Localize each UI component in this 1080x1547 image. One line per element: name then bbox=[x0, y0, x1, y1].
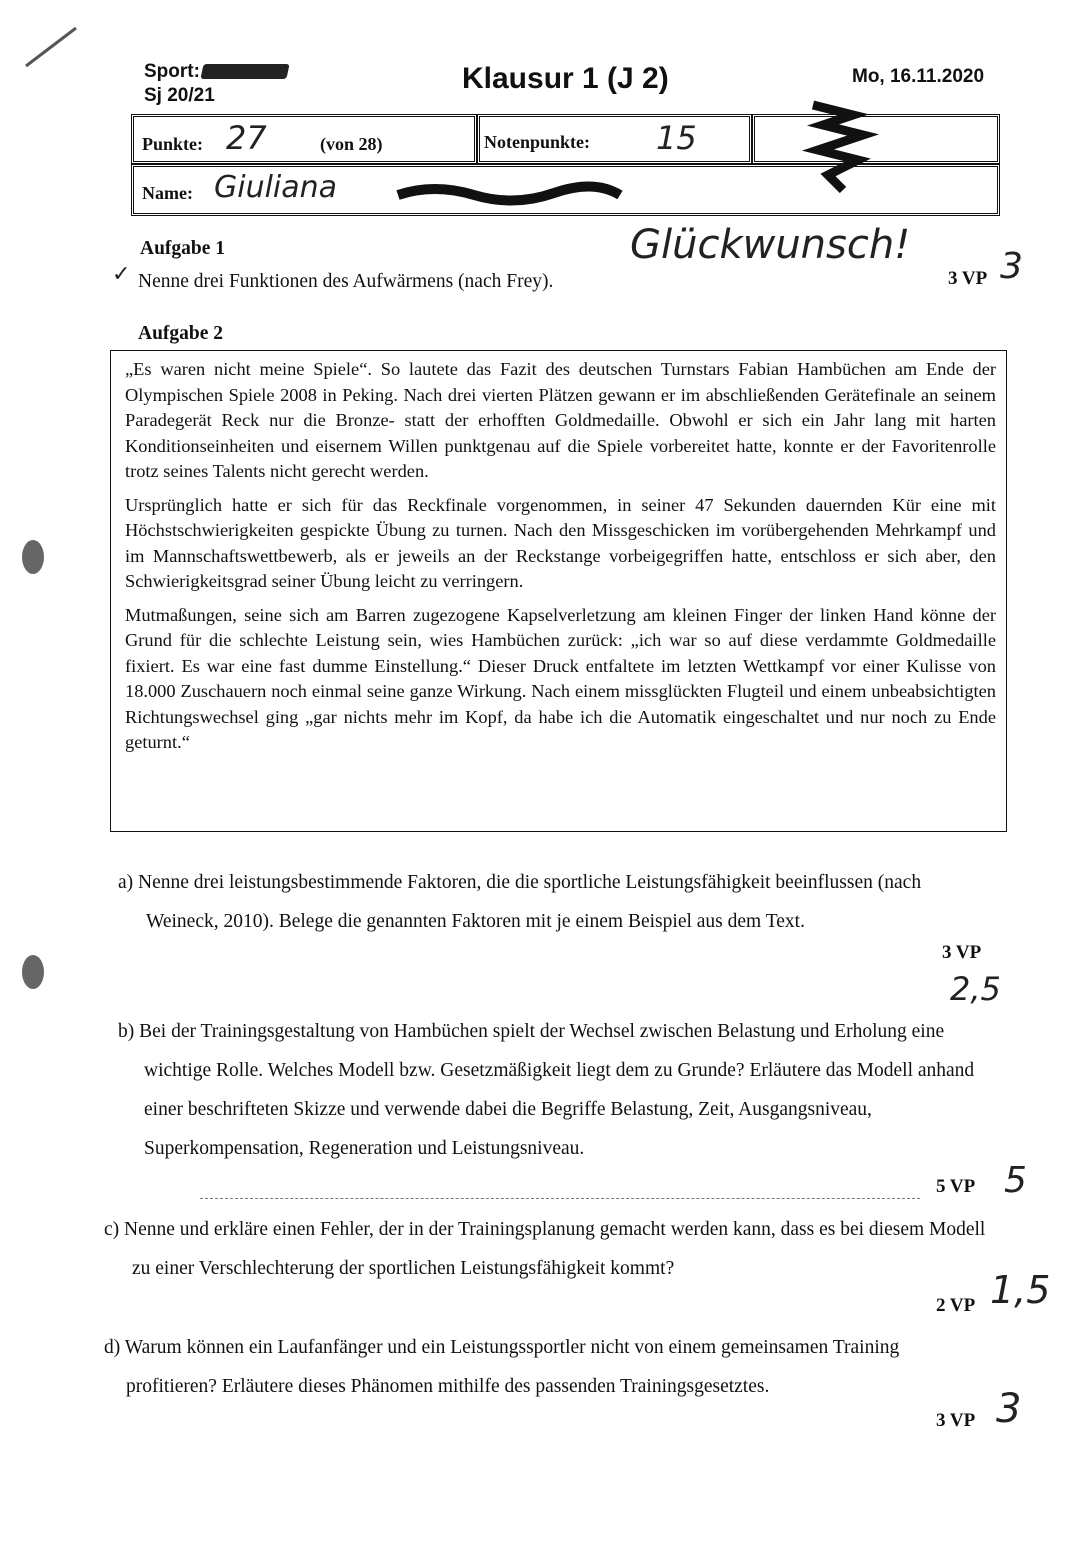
signature-box bbox=[752, 114, 1000, 164]
question-d-score: 3 bbox=[996, 1386, 1022, 1432]
punch-hole-upper bbox=[22, 540, 44, 574]
redaction-scribble bbox=[394, 181, 624, 207]
grade-value: 15 bbox=[656, 119, 697, 157]
task2-heading: Aufgabe 2 bbox=[138, 323, 224, 344]
points-label: Punkte: bbox=[142, 134, 204, 154]
teacher-comment: Glückwunsch! bbox=[630, 222, 911, 268]
question-d-points: 3 VP bbox=[936, 1410, 976, 1431]
question-b-points: 5 VP bbox=[936, 1176, 976, 1197]
points-box bbox=[131, 114, 477, 164]
task1-points: 3 VP bbox=[948, 268, 988, 289]
subject-label: Sport: bbox=[144, 61, 200, 82]
task1-text: Nenne drei Funktionen des Aufwärmens (nach Frey). bbox=[138, 271, 554, 292]
question-label: b) bbox=[118, 1021, 135, 1042]
redaction-scribble bbox=[200, 64, 289, 79]
exam-title: Klausur 1 (J 2) bbox=[462, 62, 669, 95]
question-text: Warum können ein Laufanfänger und ein Leistungssportler nicht von einem gemeinsamen Training profitieren? Erläutere dieses Phänomen mithilfe des passenden Trainingsgesetztes. bbox=[124, 1337, 900, 1397]
question-label: c) bbox=[104, 1219, 120, 1240]
question-a-points: 3 VP bbox=[942, 942, 982, 963]
pen-stroke-mark bbox=[20, 22, 80, 72]
question-d bbox=[100, 1328, 980, 1406]
task1-heading: Aufgabe 1 bbox=[140, 238, 226, 259]
points-value: 27 bbox=[226, 119, 267, 157]
task1-score: 3 bbox=[1000, 246, 1023, 287]
name-label: Name: bbox=[142, 183, 193, 203]
question-c-score: 1,5 bbox=[990, 1268, 1051, 1312]
points-max: (von 28) bbox=[320, 134, 383, 154]
question-b bbox=[112, 1012, 982, 1168]
question-label: a) bbox=[118, 872, 134, 893]
question-text: Nenne und erkläre einen Fehler, der in der Trainingsplanung gemacht werden kann, dass es bei diesem Modell zu einer Verschlechterung der sportlichen Leistungsfähigkeit kommt? bbox=[124, 1219, 986, 1279]
question-c-points: 2 VP bbox=[936, 1295, 976, 1316]
header-left bbox=[144, 60, 288, 108]
question-b-score: 5 bbox=[1004, 1160, 1027, 1201]
question-a-score: 2,5 bbox=[950, 970, 1001, 1008]
school-year: Sj 20/21 bbox=[144, 85, 215, 106]
passage-paragraph-2: Ursprünglich hatte er sich für das Reckfinale vorgenommen, in seiner 47 Sekunden dauernden Kür eine mit Höchstschwierigkeiten gespickte Übung zu turnen. Nach den Missgeschicken im vorübergehenden Mehrkampf und im Mannschaftswettbewerb, als er jeweils an der Reckstange vorbeigegriffen hatte, entschloss er sich aber, den Schwierigkeitsgrad seiner Übung leicht zu verringern. bbox=[125, 494, 996, 591]
passage-paragraph-1: „Es waren nicht meine Spiele“. So lautete das Fazit des deutschen Turnstars Fabian Hambüchen am Ende der Olympischen Spiele 2008 in Peking. Nach drei vierten Plätzen gewann er im abschließenden Gerätefinale an seinem Paradegerät Reck nur die Bronze- statt der erhofften Goldmedaille. Obwohl er sich ein Jahr lang mit harten Konditionseinheiten und eisernem Willen punktgenau auf die Spiele vorbereitet hatte, konnte er der Favoritenrolle trotz seines Talents nicht gerecht werden. bbox=[125, 359, 996, 481]
question-text: Bei der Trainingsgestaltung von Hambüchen spielt der Wechsel zwischen Belastung und Erholung eine wichtige Rolle. Welches Modell bzw. Gesetzmäßigkeit liegt dem zu Grunde? Erläutere das Modell anhand einer beschrifteten Skizze und verwende dabei die Begriffe Belastung, Zeit, Ausgangsniveau, Superkompensation, Regeneration und Leistungsniveau. bbox=[139, 1021, 975, 1159]
question-text: Nenne drei leistungsbestimmende Faktoren, die die sportliche Leistungsfähigkeit beeinflussen (nach Weineck, 2010). Belege die genannten Faktoren mit je einem Beispiel aus dem Text. bbox=[138, 872, 922, 932]
exam-date: Mo, 16.11.2020 bbox=[852, 66, 985, 87]
question-label: d) bbox=[104, 1337, 121, 1358]
student-name: Giuliana bbox=[214, 170, 338, 205]
question-c bbox=[104, 1210, 994, 1288]
name-box bbox=[131, 164, 1000, 216]
check-icon: ✓ bbox=[112, 262, 131, 287]
reading-passage bbox=[110, 350, 1007, 832]
divider bbox=[200, 1198, 920, 1199]
punch-hole-lower bbox=[22, 955, 44, 989]
grade-box bbox=[477, 114, 752, 164]
passage-paragraph-3: Mutmaßungen, seine sich am Barren zugezogene Kapselverletzung am kleinen Finger der linken Hand könne der Grund für die schlechte Leistung sein, wies Hambüchen zurück: „ich war so auf diese verdammte Goldmedaille fixiert. Es war eine fast dumme Einstellung.“ Dieser Druck entfaltete im letzten Wettkampf vor einer Kulisse von 18.000 Zuschauern noch einmal seine ganze Wirkung. Nach einem missglückten Flugteil und einem unbeabsichtigten Richtungswechsel ging „gar nichts mehr im Kopf, da habe ich die Automatik eingeschaltet und nur noch zu Ende geturnt.“ bbox=[125, 604, 996, 752]
question-a bbox=[118, 863, 998, 941]
grade-label: Notenpunkte: bbox=[484, 132, 591, 152]
